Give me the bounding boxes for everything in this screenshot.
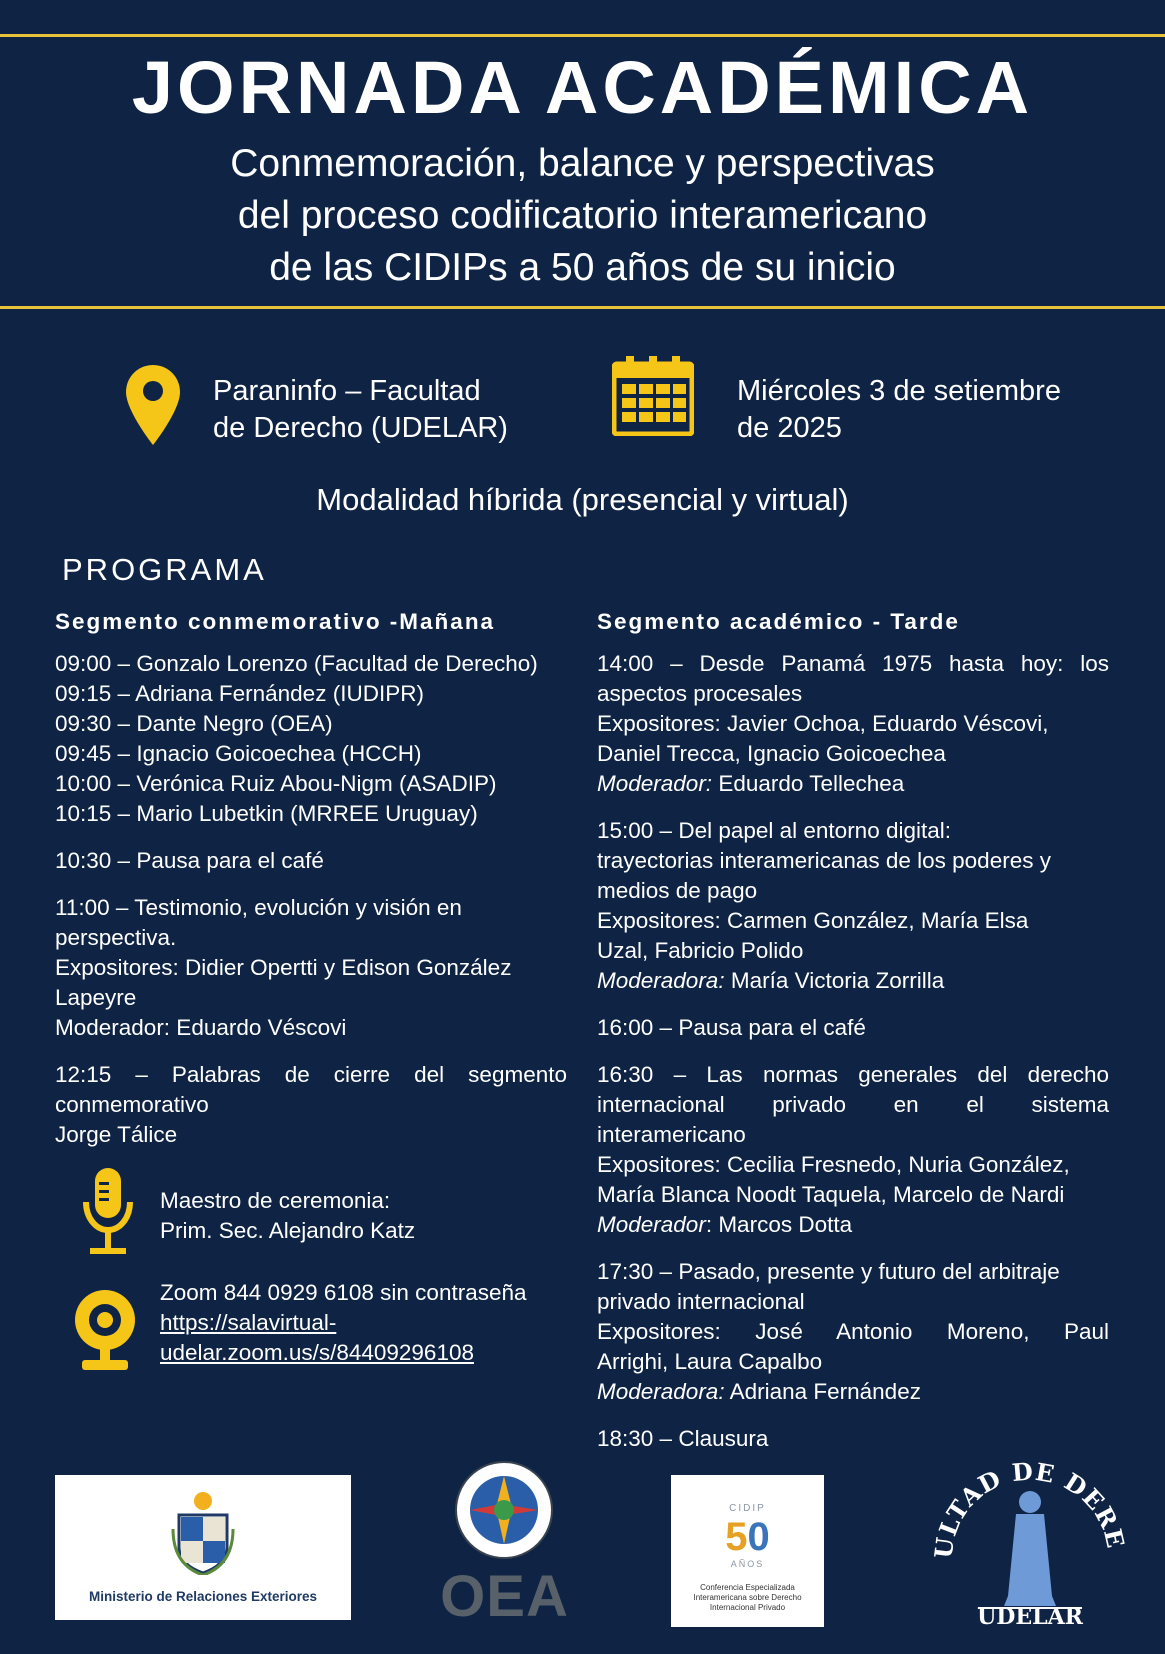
subtitle-line: Conmemoración, balance y perspectivas — [230, 142, 935, 185]
session-title: interamericano — [597, 1122, 746, 1147]
schedule-item: 10:15 – Mario Lubetkin (MRREE Uruguay) — [55, 801, 478, 826]
ceremony-name: Prim. Sec. Alejandro Katz — [160, 1218, 416, 1243]
date-line: Miércoles 3 de setiembre — [737, 375, 1061, 407]
facultad-derecho-seal-icon — [930, 1446, 1130, 1631]
ceremony-label: Maestro de ceremonia: — [160, 1188, 391, 1213]
session-speakers: Expositores: José Antonio Moreno, Paul — [597, 1319, 1109, 1344]
moderator-label: Moderador: — [597, 771, 713, 796]
session-line: Uzal, Fabricio Polido — [597, 938, 804, 963]
schedule-item: 09:30 – Dante Negro (OEA) — [55, 711, 333, 736]
afternoon-pause: 16:00 – Pausa para el café — [597, 1015, 866, 1040]
page-title: JORNADA ACADÉMICA — [131, 46, 1034, 129]
session-title: aspectos procesales — [597, 681, 803, 706]
calendar-icon — [612, 356, 694, 436]
ceremony-master — [160, 1186, 415, 1246]
afternoon-segment-title: Segmento académico - Tarde — [597, 609, 960, 634]
zoom-meeting-id: Zoom 844 0929 6108 sin contraseña — [160, 1280, 527, 1305]
session-title: 14:00 – Desde Panamá 1975 hasta hoy: los — [597, 651, 1109, 676]
seal-bottom-text: UDELAR — [977, 1604, 1083, 1630]
webcam-icon — [72, 1290, 138, 1374]
session-line: trayectorias interamericanas de los poderes y — [597, 848, 1051, 873]
session-line: conmemorativo — [55, 1092, 209, 1117]
oea-emblem-icon — [449, 1460, 559, 1560]
session-title: internacional privado en el sistema — [597, 1092, 1109, 1117]
moderator-name: María Victoria Zorrilla — [724, 968, 945, 993]
session-line: Moderador: Eduardo Véscovi — [55, 1015, 347, 1040]
session-1500 — [597, 816, 1109, 996]
cidip-five: 5 — [725, 1515, 748, 1559]
session-line: medios de pago — [597, 878, 758, 903]
cidip-fifty-label — [671, 1515, 824, 1559]
top-divider — [0, 34, 1165, 37]
moderator-label: Moderador — [597, 1212, 706, 1237]
cidip-description: Conferencia Especializada Interamericana sobre Derecho Internacional Privado — [693, 1583, 802, 1612]
location-line: de Derecho (UDELAR) — [213, 412, 508, 444]
oea-logo-label: OEA — [440, 1564, 569, 1629]
microphone-icon — [82, 1168, 134, 1258]
seal-top-text: ULTAD DE DERE — [930, 1456, 1130, 1561]
subtitle — [0, 138, 1165, 294]
session-1630 — [597, 1060, 1109, 1240]
mrree-logo-label: Ministerio de Relaciones Exteriores — [88, 1589, 318, 1604]
schedule-item: 09:45 – Ignacio Goicoechea (HCCH) — [55, 741, 422, 766]
session-speakers: Arrighi, Laura Capalbo — [597, 1349, 823, 1374]
cierre-session — [55, 1060, 567, 1150]
session-line: perspectiva. — [55, 925, 177, 950]
schedule-item: 09:00 – Gonzalo Lorenzo (Facultad de Derecho) — [55, 651, 538, 676]
schedule-item: 10:00 – Verónica Ruiz Abou-Nigm (ASADIP) — [55, 771, 497, 796]
zoom-link[interactable]: udelar.zoom.us/s/84409296108 — [160, 1340, 474, 1365]
map-pin-icon — [126, 365, 180, 445]
zoom-info — [160, 1278, 580, 1368]
location-line: Paraninfo – Facultad — [213, 375, 481, 407]
session-line: Jorge Tálice — [55, 1122, 178, 1147]
testimonio-session — [55, 893, 567, 1043]
session-title: privado internacional — [597, 1289, 805, 1314]
session-moderator — [597, 966, 1109, 996]
session-line: Expositores: Didier Opertti y Edison González — [55, 955, 512, 980]
uruguay-coat-of-arms-icon — [171, 1489, 235, 1575]
zoom-link[interactable]: https://salavirtual- — [160, 1310, 337, 1335]
cidip-zero: 0 — [747, 1515, 770, 1559]
morning-segment — [55, 607, 567, 1167]
session-1730 — [597, 1257, 1109, 1407]
oea-logo — [432, 1460, 577, 1628]
cidip-anos-label: AÑOS — [730, 1559, 765, 1569]
cidip-50-logo — [671, 1475, 824, 1627]
closing-session: 18:30 – Clausura — [597, 1426, 769, 1451]
session-speakers: Expositores: Javier Ochoa, Eduardo Véscovi, — [597, 711, 1049, 736]
morning-segment-title: Segmento conmemorativo -Mañana — [55, 609, 496, 634]
cidip-label: CIDIP — [729, 1503, 766, 1514]
session-moderator — [597, 1377, 1109, 1407]
moderator-label: Moderadora: — [597, 1379, 725, 1404]
session-title: 17:30 – Pasado, presente y futuro del arbitraje — [597, 1259, 1060, 1284]
session-line: Lapeyre — [55, 985, 137, 1010]
event-modality: Modalidad híbrida (presencial y virtual) — [316, 482, 849, 517]
session-line: 15:00 – Del papel al entorno digital: — [597, 818, 952, 843]
moderator-name: Eduardo Tellechea — [712, 771, 905, 796]
session-1400 — [597, 649, 1109, 799]
session-moderator — [597, 1210, 1109, 1240]
subtitle-line: del proceso codificatorio interamericano — [237, 194, 928, 237]
session-title: 12:15 – Palabras de cierre del segmento — [55, 1062, 567, 1087]
subtitle-line: de las CIDIPs a 50 años de su inicio — [269, 246, 896, 289]
session-speakers: Daniel Trecca, Ignacio Goicoechea — [597, 741, 946, 766]
moderator-name: : Marcos Dotta — [705, 1212, 853, 1237]
facultad-derecho-logo — [930, 1446, 1130, 1631]
session-speakers: María Blanca Noodt Taquela, Marcelo de Nardi — [597, 1182, 1065, 1207]
session-line: 11:00 – Testimonio, evolución y visión en — [55, 895, 462, 920]
moderator-name: Adriana Fernández — [724, 1379, 921, 1404]
session-speakers: Expositores: Cecilia Fresnedo, Nuria González, — [597, 1152, 1070, 1177]
mrree-logo — [55, 1475, 351, 1620]
event-date — [737, 373, 1117, 447]
moderator-label: Moderadora: — [597, 968, 725, 993]
session-title: 16:30 – Las normas generales del derecho — [597, 1062, 1109, 1087]
session-moderator — [597, 769, 1109, 799]
schedule-item: 09:15 – Adriana Fernández (IUDIPR) — [55, 681, 424, 706]
session-line: Expositores: Carmen González, María Elsa — [597, 908, 1029, 933]
event-location — [213, 373, 553, 447]
date-line: de 2025 — [737, 412, 842, 444]
morning-pause: 10:30 – Pausa para el café — [55, 848, 324, 873]
header-divider — [0, 306, 1165, 309]
afternoon-segment — [597, 607, 1109, 1471]
morning-schedule — [55, 649, 567, 829]
program-heading: PROGRAMA — [62, 552, 267, 587]
